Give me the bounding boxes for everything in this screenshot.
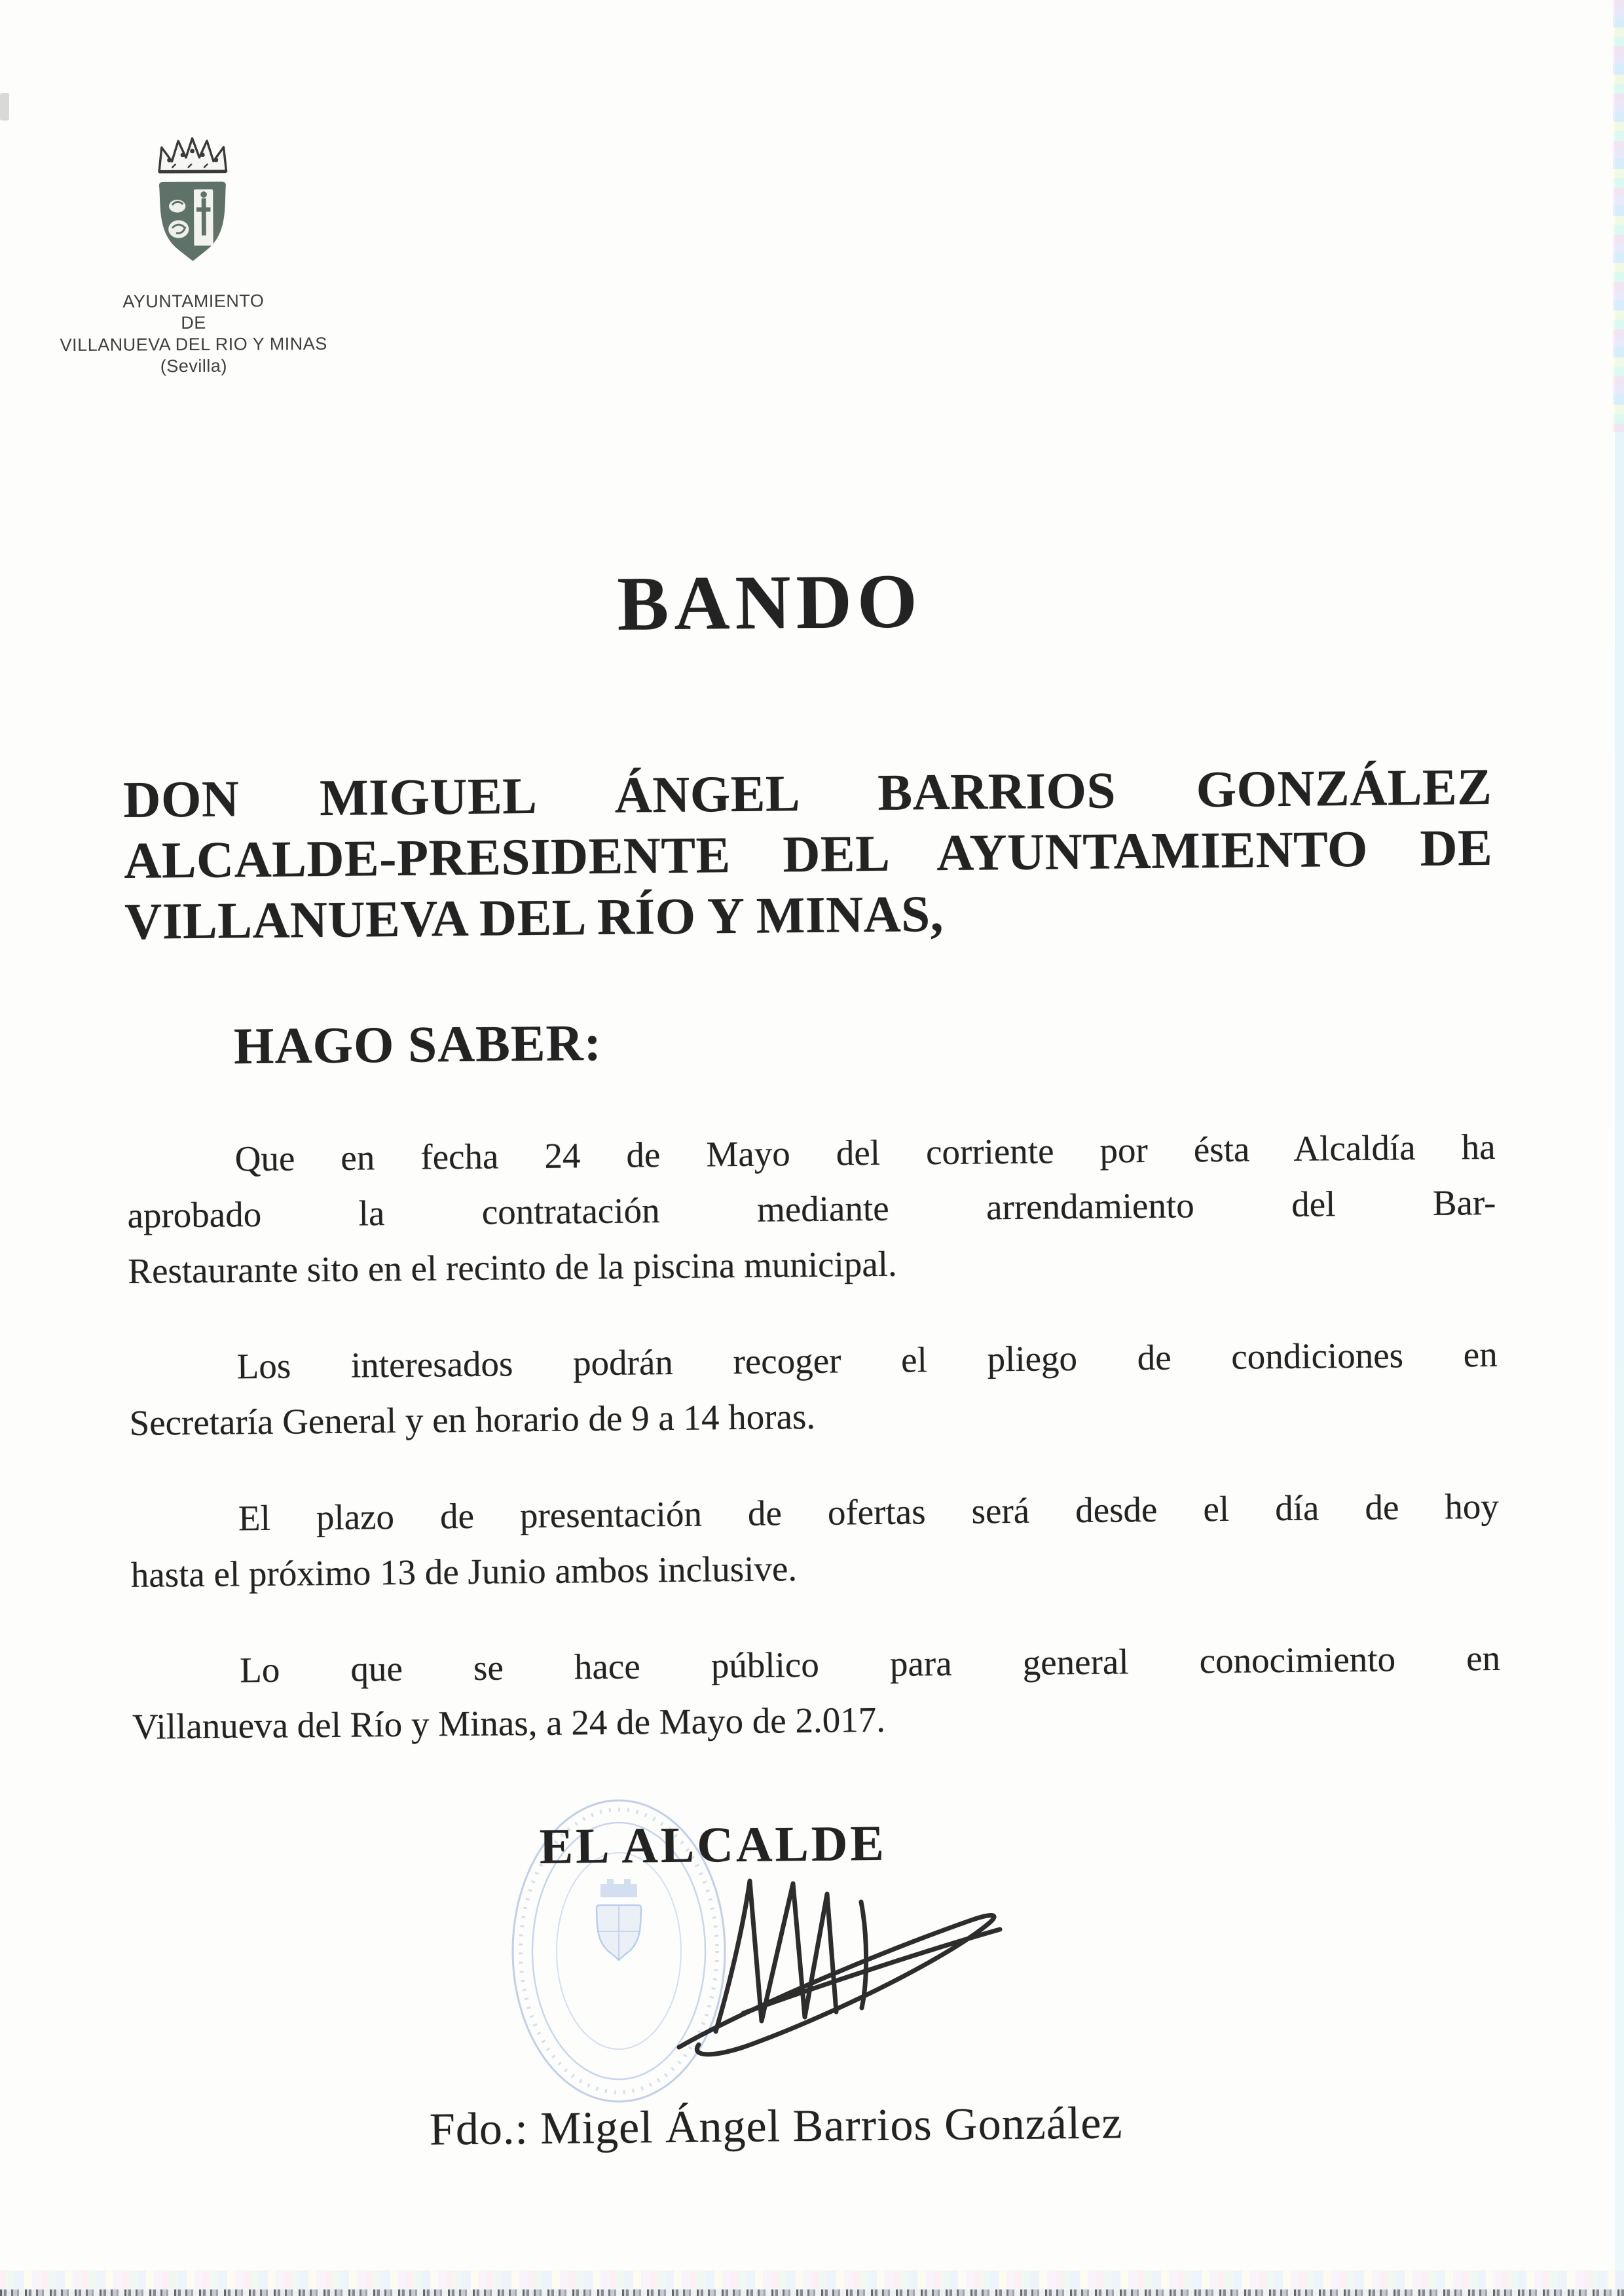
paragraph-line: El plazo de presentación de ofertas será desde el día de hoy <box>238 1485 1500 1539</box>
paragraph-line: aprobado la contratación mediante arrendamiento del Bar- <box>127 1182 1496 1235</box>
crest-crown-icon <box>159 138 227 172</box>
heading-line-2: ALCALDE-PRESIDENTE DEL AYUNTAMIENTO DE <box>123 819 1493 890</box>
signed-by-line: Fdo.: Migel Ángel Barrios González <box>429 2098 1123 2155</box>
paragraph-line: Secretaría General y en horario de 9 a 14 horas. <box>129 1396 816 1443</box>
document-title: BANDO <box>616 558 923 647</box>
paragraph-line: Restaurante sito en el recinto de la piscina municipal. <box>128 1243 898 1291</box>
paragraph-line: Los interesados podrán recoger el pliego de condiciones en <box>236 1334 1498 1387</box>
logo-org-line-4: (Sevilla) <box>160 355 227 376</box>
scan-speck <box>0 93 9 120</box>
document-heading <box>123 757 1494 953</box>
handwritten-signature-icon <box>665 1856 1012 2059</box>
heading-line-1: DON MIGUEL ÁNGEL BARRIOS GONZÁLEZ <box>123 758 1492 829</box>
paragraph-line: Que en fecha 24 de Mayo del corriente por ésta Alcaldía ha <box>234 1126 1496 1179</box>
logo-org-line-3: VILLANUEVA DEL RIO Y MINAS <box>60 333 327 355</box>
scan-artifact-right-noise <box>1613 0 1624 432</box>
scan-artifact-line <box>0 2289 1624 2296</box>
body-paragraph-2 <box>128 1326 1498 1451</box>
heading-line-3: VILLANUEVA DEL RÍO Y MINAS, <box>124 885 944 951</box>
municipal-crest-icon <box>153 135 233 265</box>
logo-org-line-1: AYUNTAMIENTO <box>122 291 265 312</box>
scan-artifact-band <box>0 2270 1624 2289</box>
paragraph-line: hasta el próximo 13 de Junio ambos inclusive. <box>130 1548 798 1595</box>
body-paragraph-4 <box>132 1630 1502 1755</box>
paragraph-line: Lo que se hace público para general conocimiento en <box>239 1637 1501 1690</box>
paragraph-line: Villanueva del Río y Minas, a 24 de Mayo de 2.017. <box>132 1699 886 1747</box>
hago-saber-heading: HAGO SABER: <box>233 1014 602 1076</box>
signature-title: EL ALCALDE <box>539 1814 887 1874</box>
logo-org-line-2: DE <box>181 312 206 333</box>
crest-shield-icon <box>159 181 227 261</box>
body-paragraph-3 <box>130 1478 1500 1603</box>
municipal-logo <box>19 134 367 378</box>
body-paragraph-1 <box>126 1119 1496 1299</box>
